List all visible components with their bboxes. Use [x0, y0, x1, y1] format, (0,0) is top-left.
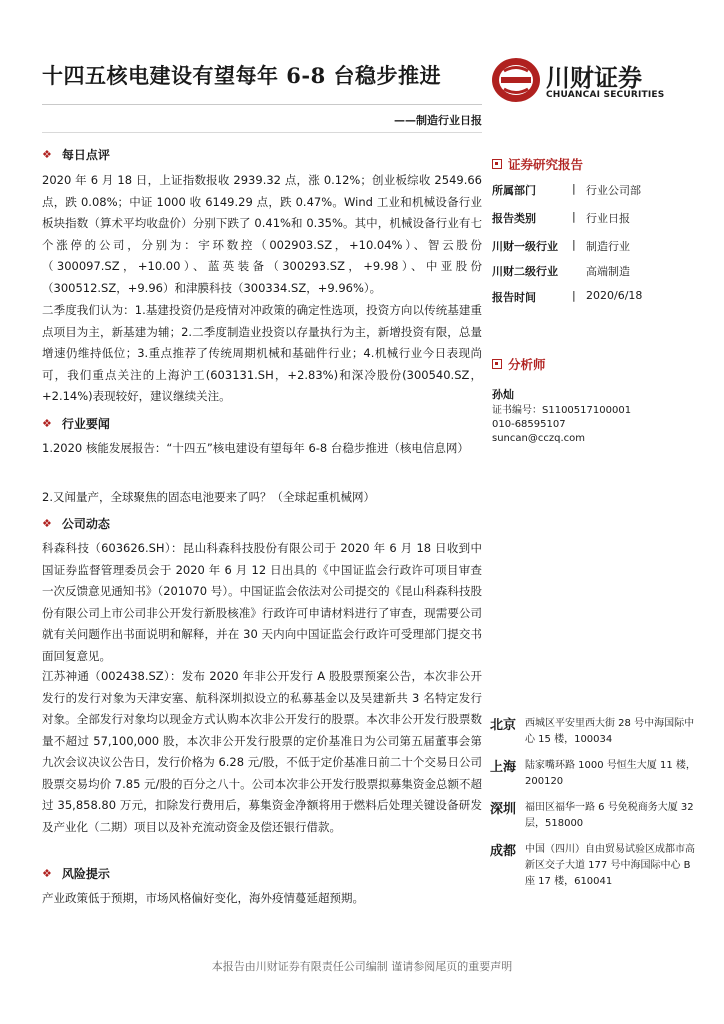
diamond-bullet-icon: ❖ — [42, 517, 52, 530]
info-separator: | — [572, 210, 576, 223]
sidebar-heading-text: 证券研究报告 — [508, 157, 584, 172]
diamond-bullet-icon: ❖ — [42, 867, 52, 880]
info-label: 报告类别 — [492, 212, 536, 225]
section-company-news-heading — [42, 515, 110, 532]
section-title: 公司动态 — [61, 517, 110, 531]
office-address-shenzhen: 福田区福华一路 6 号免税商务大厦 32 层，518000 — [525, 802, 694, 829]
info-row-report-type — [492, 210, 630, 226]
daily-review-paragraph-2: 二季度我们认为：1.基建投资仍是疫情对冲政策的确定性选项，投资方向以传统基建重点项目为主，新基建为辅；2.二季度制造业投资以存量执行为主，新增投资有限，总量增速仍维持低位；3.重点推荐了传统周期机械和基础件行业；4.机械行业今日表现尚可，我们重点关注的上海沪工(603131.SH，+2.83%)和深冷股份(300540.SZ，+2.14%)表现较好，建议继续关注。 — [42, 303, 482, 403]
info-separator: | — [572, 238, 576, 251]
daily-review-paragraph-1: 2020 年 6 月 18 日，上证指数报收 2939.32 点，涨 0.12%；创业板综收 2549.66 点，跌 0.08%；中证 1000 收 6149.29 点，跌 0.47%。Wind 工业和机械设备行业板块指数（算术平均收盘价）分别下跌了 0.41%和 0.35%。其中，机械设备行业有七个涨停的公司，分别为：宇环数控（002903.SZ，+10.04%）、智云股份（300097.SZ，+10.00）、蓝英装备（300293.SZ，+9.98）、中亚股份（300512.SZ，+9.96）和津膜科技（300334.SZ，+9.96%）。 — [42, 173, 482, 295]
section-daily-review-heading — [42, 146, 110, 163]
info-value: 高端制造 — [586, 265, 630, 278]
logo-english-name: CHUANCAI SECURITIES — [546, 90, 665, 100]
section-title: 每日点评 — [61, 148, 110, 162]
office-city-chengdu: 成都 — [490, 844, 517, 859]
section-title: 风险提示 — [61, 867, 110, 881]
company-news-paragraph-1: 科森科技（603626.SH）：昆山科森科技股份有限公司于 2020 年 6 月 18 日收到中国证券监督管理委员会于 2020 年 6 月 12 日出具的《中国证监会行政许可项目审查一次反馈意见通知书》（201070 号）。中国证监会依法对公司提交的《昆山科森科技股份有限公司上市公司非公开发行新股核准》行政许可申请材料进行了审查，现需要公司就有关问题作出书面说明和解释，并在 30 天内向中国证监会行政许可受理部门提交书面回复意见。 — [42, 541, 482, 663]
company-logo — [490, 56, 680, 104]
square-bullet-icon — [492, 159, 502, 169]
office-city-shenzhen: 深圳 — [490, 802, 517, 817]
info-label: 川财二级行业 — [492, 265, 558, 278]
info-row-report-date — [492, 289, 642, 305]
info-row-department — [492, 182, 641, 198]
office-address-shanghai: 陆家嘴环路 1000 号恒生大厦 11 楼，200120 — [525, 760, 696, 787]
analyst-email[interactable]: suncan@cczq.com — [492, 433, 585, 444]
info-label: 所属部门 — [492, 184, 536, 197]
info-separator: | — [572, 289, 576, 302]
info-value: 2020/6/18 — [586, 289, 643, 302]
industry-news-item-2: 2.又闻量产，全球聚焦的固态电池要来了吗？（全球起重机械网） — [42, 490, 375, 504]
office-address-chengdu: 中国（四川）自由贸易试验区成都市高新区交子大道 177 号中海国际中心 B 座 17 楼，610041 — [525, 844, 695, 887]
logo-chinese-name: 川财证券 — [546, 64, 642, 92]
info-label: 川财一级行业 — [492, 240, 558, 253]
analyst-cert: 证书编号：S1100517100001 — [492, 405, 632, 416]
sidebar-analyst-heading — [492, 355, 546, 373]
company-news-paragraph-2: 江苏神通（002438.SZ）：发布 2020 年非公开发行 A 股股票预案公告，本次非公开发行的发行对象为天津安塞、航科深圳拟设立的私募基金以及吴建新共 3 名特定发行对象。全部发行对象均以现金方式认购本次非公开发行的股票。本次非公开发行股票数量不超过 57,100,000 股，本次非公开发行股票的定价基准日为公司第五届董事会第九次会议决议公告日，发行价格为 6.28 元/股，不低于定价基准日前二十个交易日公司股票交易均价 7.85 元/股的百分之八十。公司本次非公开发行股票拟募集资金总额不超过 35,858.80 万元，扣除发行费用后，募集资金净额将用于燃料后处理关键设备研发及产业化（二期）项目以及补充流动资金及偿还银行借款。 — [42, 669, 482, 834]
diamond-bullet-icon: ❖ — [42, 417, 52, 430]
section-title: 行业要闻 — [61, 417, 110, 431]
sidebar-heading-text: 分析师 — [508, 357, 546, 372]
industry-news-item-1: 1.2020 核能发展报告：“十四五”核电建设有望每年 6-8 台稳步推进（核电信息网） — [42, 441, 469, 455]
section-risk-heading — [42, 865, 110, 882]
square-bullet-icon — [492, 359, 502, 369]
report-subtitle: ——制造行业日报 — [394, 114, 482, 127]
diamond-bullet-icon: ❖ — [42, 148, 52, 161]
info-separator: | — [572, 182, 576, 195]
report-title: 十四五核电建设有望每年 6-8 台稳步推进 — [42, 63, 442, 88]
page-footer-disclaimer: 本报告由川财证券有限责任公司编制 谨请参阅尾页的重要声明 — [211, 960, 513, 973]
office-address-beijing: 西城区平安里西大街 28 号中海国际中心 15 楼，100034 — [525, 718, 695, 745]
info-row-industry-level-1 — [492, 238, 630, 254]
analyst-name: 孙灿 — [492, 388, 514, 401]
subtitle-divider — [42, 132, 482, 133]
info-value: 制造行业 — [586, 240, 630, 253]
sidebar-report-heading — [492, 155, 583, 173]
info-label: 报告时间 — [492, 291, 536, 304]
info-row-industry-level-2 — [492, 263, 630, 279]
office-city-beijing: 北京 — [490, 718, 517, 733]
risk-paragraph: 产业政策低于预期，市场风格偏好变化，海外疫情蔓延超预期。 — [42, 891, 364, 905]
section-industry-news-heading — [42, 415, 110, 432]
office-city-shanghai: 上海 — [490, 760, 517, 775]
analyst-phone: 010-68595107 — [492, 419, 566, 430]
info-value: 行业公司部 — [586, 184, 641, 197]
info-separator — [572, 263, 586, 279]
logo-mark-icon — [490, 56, 542, 104]
title-divider — [42, 104, 482, 105]
info-value: 行业日报 — [586, 212, 630, 225]
